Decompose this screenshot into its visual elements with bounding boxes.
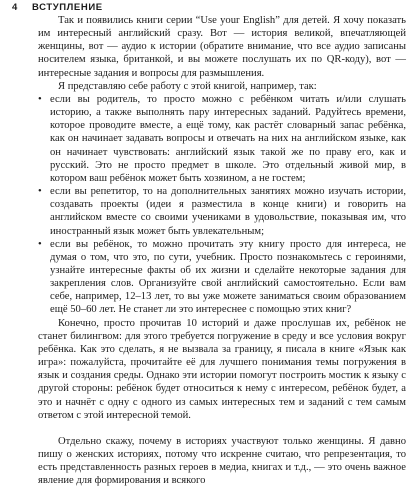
paragraph-intro: Так и появились книги серии “Use your English” для детей. Я хочу показать им интересный английский сразу. Вот — история великой, впечатляющей женщины, вот — аудио к истории (обратите внимание, что все аудио записаны носителем языка, британкой, и вы можете послушать их по QR-коду), вот — интересные задания и вопросы для размышления. bbox=[38, 15, 406, 79]
body-text bbox=[38, 14, 406, 487]
paragraph-usage: Я представляю себе работу с этой книгой, например, так: bbox=[58, 80, 317, 92]
section-title: ВСТУПЛЕНИЕ bbox=[32, 2, 103, 13]
paragraph-bilingual: Конечно, просто прочитав 10 историй и даже прослушав их, ребёнок не станет билингвом: для этого требуется погружение в среду и все условия вокруг ребёнка. Как это сделать, я не вызвала за границу, я писала в книге «Язык как игра»: пожалуйста, прочитайте её для лучшего понимания темы погружения в язык и создания среды. Однако эти истории помогут построить мостик к языку с другой стороны: ребёнок будет относиться к нему с интересом, ребёнок будет, а это и начнёт с одну с одного из самых интересных тем и заданий с тем самым ответом с этой интересной темой. bbox=[38, 317, 406, 421]
usage-list bbox=[38, 93, 406, 317]
paragraph-spacer bbox=[38, 422, 406, 435]
paragraph-women: Отдельно скажу, почему в историях участвуют только женщины. Я давно пишу о женских историях, потому что искренне считаю, что репрезентация, то есть представленность разных героев в медиа, книгах и т.д., — это очень важное явление для формирования и всякого bbox=[38, 435, 406, 487]
list-item-tutor: • если вы репетитор, то на дополнительных занятиях можно изучать истории, создавать проекты (идеи я разместила в конце книги) и говорить на английском вместе со своими учениками в удовольствие, показывая им, что иностранный язык может быть увлекательным; bbox=[38, 185, 406, 238]
list-item-parent: • если вы родитель, то просто можно с ребёнком читать и/или слушать историю, а также выполнять пару интересных заданий. Радуйтесь времени, которое проводите вместе, а ещё тому, как растёт словарный запас ребёнка, как он начинает задавать вопросы и отвечать на них на английском языке, как он начинает чувствовать: английский язык такой же по праву его, как и русский. Это не просто предмет в школе. Это отдельный живой мир, в котором ваш ребёнок может быть хозяином, а не гостем; bbox=[38, 93, 406, 185]
page-number: 4 bbox=[12, 2, 18, 13]
page-header bbox=[12, 0, 103, 13]
list-item-child: • если вы ребёнок, то можно прочитать эту книгу просто для интереса, не думая о том, что это, по сути, учебник. Просто познакомьтесь с героинями, узнайте интересные факты об их жизни и сделайте некоторые задания для закрепления слов. Организуйте свой английский самостоятельно. Если вам себе, например, 12–13 лет, то вы уже можете заниматься своим образованием ещё 50–60 лет. Не станет ли это интереснее с помощью этих книг? bbox=[38, 238, 406, 317]
